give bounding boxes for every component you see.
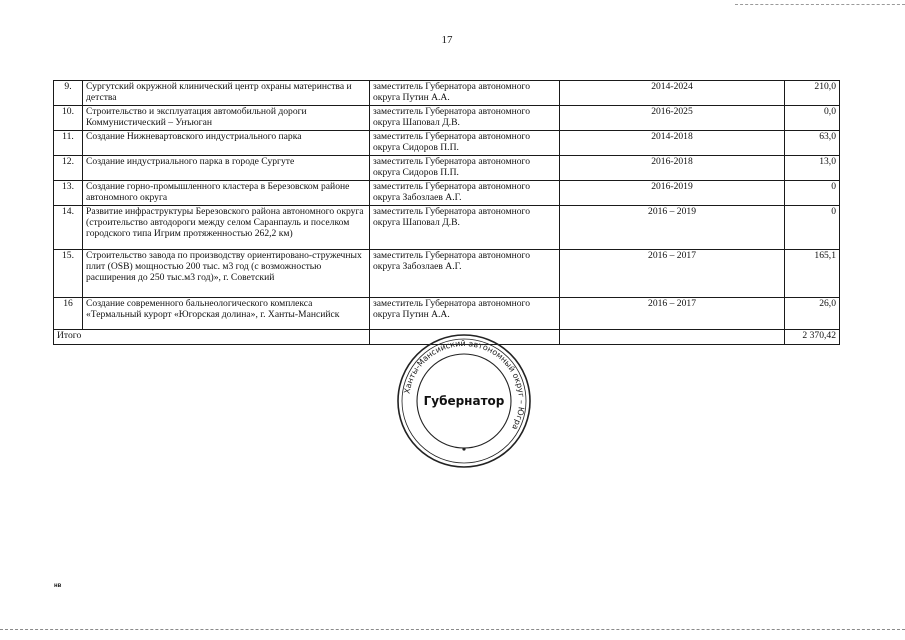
responsible-person: заместитель Губернатора автономного округа Забозлаев А.Г. <box>370 250 560 298</box>
responsible-person: заместитель Губернатора автономного округа Сидоров П.П. <box>370 156 560 181</box>
implementation-period: 2016-2019 <box>560 181 785 206</box>
responsible-person: заместитель Губернатора автономного округа Путин А.А. <box>370 298 560 330</box>
row-number: 9. <box>54 81 83 106</box>
project-cost: 63,0 <box>785 131 840 156</box>
responsible-person: заместитель Губернатора автономного округа Путин А.А. <box>370 81 560 106</box>
scan-edge-line-bottom <box>0 629 905 630</box>
project-cost: 26,0 <box>785 298 840 330</box>
implementation-period: 2014-2024 <box>560 81 785 106</box>
total-cost: 2 370,42 <box>785 330 840 345</box>
project-cost: 0,0 <box>785 106 840 131</box>
implementation-period: 2014-2018 <box>560 131 785 156</box>
project-cost: 0 <box>785 206 840 250</box>
table-row <box>54 156 840 181</box>
stamp-ring-text: Ханты-Мансийский автономный округ – Югра <box>402 338 527 432</box>
table-row <box>54 131 840 156</box>
implementation-period: 2016-2025 <box>560 106 785 131</box>
table-row <box>54 250 840 298</box>
project-name: Сургутский окружной клинический центр охраны материнства и детства <box>83 81 370 106</box>
row-number: 16 <box>54 298 83 330</box>
project-cost: 165,1 <box>785 250 840 298</box>
footer-code: нв <box>54 583 62 589</box>
scan-edge-line <box>735 4 905 5</box>
row-number: 11. <box>54 131 83 156</box>
governor-stamp <box>393 330 535 472</box>
implementation-period: 2016 – 2019 <box>560 206 785 250</box>
project-cost: 13,0 <box>785 156 840 181</box>
total-label: Итого <box>54 330 370 345</box>
project-name: Создание современного бальнеологического комплекса «Термальный курорт «Югорская долина», г. Ханты-Мансийск <box>83 298 370 330</box>
row-number: 12. <box>54 156 83 181</box>
table-row <box>54 181 840 206</box>
row-number: 10. <box>54 106 83 131</box>
responsible-person: заместитель Губернатора автономного округа Шаповал Д.В. <box>370 206 560 250</box>
row-number: 13. <box>54 181 83 206</box>
implementation-period: 2016 – 2017 <box>560 250 785 298</box>
responsible-person: заместитель Губернатора автономного округа Шаповал Д.В. <box>370 106 560 131</box>
project-name: Строительство завода по производству ориентировано-стружечных плит (OSB) мощностью 200 тыс. м3 год (с возможностью расширения до 250 тыс.м3 год)», г. Советский <box>83 250 370 298</box>
responsible-person: заместитель Губернатора автономного округа Забозлаев А.Г. <box>370 181 560 206</box>
project-name: Развитие инфраструктуры Березовского района автономного округа (строительство автодороги между селом Саранпауль и поселком городского типа Игрим протяженностью 262,2 км) <box>83 206 370 250</box>
projects-table-body <box>54 81 840 345</box>
row-number: 14. <box>54 206 83 250</box>
project-name: Строительство и эксплуатация автомобильной дороги Коммунистический – Унъюган <box>83 106 370 131</box>
table-row <box>54 106 840 131</box>
project-name: Создание горно-промышленного кластера в Березовском районе автономного округа <box>83 181 370 206</box>
project-cost: 0 <box>785 181 840 206</box>
implementation-period: 2016 – 2017 <box>560 298 785 330</box>
project-name: Создание Нижневартовского индустриального парка <box>83 131 370 156</box>
implementation-period: 2016-2018 <box>560 156 785 181</box>
stamp-center-text: Губернатор <box>423 394 505 408</box>
project-name: Создание индустриального парка в городе Сургуте <box>83 156 370 181</box>
empty-cell <box>560 330 785 345</box>
page-number: 17 <box>441 34 453 46</box>
responsible-person: заместитель Губернатора автономного округа Сидоров П.П. <box>370 131 560 156</box>
projects-table <box>53 80 840 345</box>
table-row <box>54 298 840 330</box>
project-cost: 210,0 <box>785 81 840 106</box>
row-number: 15. <box>54 250 83 298</box>
stamp-dot <box>462 447 465 450</box>
table-row <box>54 206 840 250</box>
table-row <box>54 81 840 106</box>
